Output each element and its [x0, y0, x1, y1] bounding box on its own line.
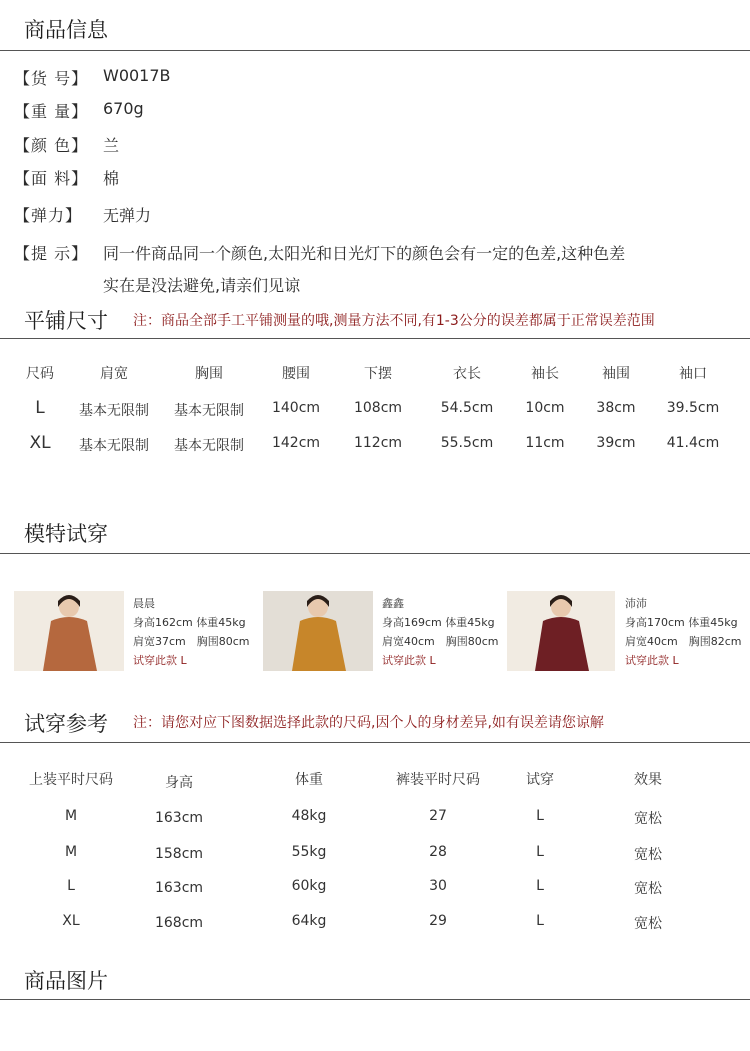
try-table-header: 上装平时尺码	[29, 772, 113, 788]
model-name: 沛沛	[625, 597, 647, 610]
size-table-cell: 10cm	[525, 400, 565, 416]
try-table-cell: 158cm	[154, 846, 204, 862]
divider	[0, 50, 750, 51]
try-table-cell: 29	[429, 913, 447, 929]
try-reference-note: 注：请您对应下图数据选择此款的尺码,因个人的身材差异,如有误差请您谅解	[133, 715, 604, 731]
try-table-cell: 宽松	[634, 811, 662, 827]
size-table-cell: XL	[29, 433, 51, 453]
model-figure-icon	[263, 591, 373, 671]
info-label: 【颜 色】	[14, 136, 89, 155]
try-table-header: 试穿	[526, 772, 554, 788]
try-table-cell: L	[536, 808, 544, 824]
try-table-cell: 64kg	[291, 913, 327, 929]
try-table-cell: 60kg	[291, 878, 327, 894]
model-tryon: 试穿此款 L	[133, 654, 187, 667]
info-value-continued: 实在是没法避免,请亲们见谅	[103, 276, 301, 295]
divider	[0, 742, 750, 743]
model-measure: 肩宽40cm 胸围82cm	[625, 635, 742, 648]
try-table-cell: M	[64, 808, 78, 824]
flat-size-note: 注：商品全部手工平铺测量的哦,测量方法不同,有1-3公分的误差都属于正常误差范围	[133, 313, 655, 329]
model-tryon: 试穿此款 L	[625, 654, 679, 667]
section-title-product-info: 商品信息	[24, 18, 108, 42]
try-table-cell: L	[536, 913, 544, 929]
try-table-cell: XL	[62, 913, 80, 929]
model-body: 身高169cm 体重45kg	[382, 616, 495, 629]
model-measure: 肩宽40cm 胸围80cm	[382, 635, 499, 648]
model-photo	[263, 591, 373, 671]
size-table-header: 衣长	[453, 366, 481, 382]
size-table-cell: 基本无限制	[174, 403, 244, 419]
info-label: 【提 示】	[14, 244, 89, 263]
divider	[0, 999, 750, 1000]
model-photo	[14, 591, 124, 671]
try-table-cell: M	[64, 844, 78, 860]
info-value: 无弹力	[103, 206, 152, 225]
try-table-cell: 30	[429, 878, 447, 894]
size-table-cell: 108cm	[353, 400, 403, 416]
info-value: 兰	[103, 136, 120, 155]
size-table-cell: 39.5cm	[666, 400, 720, 416]
size-table-header: 胸围	[195, 366, 223, 382]
try-table-header: 裤装平时尺码	[396, 772, 480, 788]
try-table-cell: 宽松	[634, 881, 662, 897]
size-table-cell: 39cm	[596, 435, 636, 451]
try-table-header: 体重	[295, 772, 323, 788]
info-label: 【弹力】	[14, 206, 83, 225]
try-table-cell: 168cm	[154, 915, 204, 931]
info-value: 同一件商品同一个颜色,太阳光和日光灯下的颜色会有一定的色差,这种色差	[103, 244, 626, 263]
model-name: 鑫鑫	[382, 597, 404, 610]
size-table-cell: 142cm	[271, 435, 321, 451]
model-photo	[507, 591, 615, 671]
try-table-cell: 163cm	[154, 880, 204, 896]
size-table-header: 袖围	[602, 366, 630, 382]
model-tryon: 试穿此款 L	[382, 654, 436, 667]
size-table-header: 肩宽	[100, 366, 128, 382]
model-name: 晨晨	[133, 597, 155, 610]
model-body: 身高170cm 体重45kg	[625, 616, 738, 629]
try-table-cell: 27	[429, 808, 447, 824]
try-table-header: 效果	[634, 772, 662, 788]
size-table-cell: 38cm	[596, 400, 636, 416]
section-title-flat-size: 平铺尺寸	[24, 309, 108, 333]
size-table-header: 袖口	[679, 366, 707, 382]
try-table-cell: 宽松	[634, 847, 662, 863]
size-table-cell: 41.4cm	[666, 435, 720, 451]
size-table-header: 尺码	[26, 366, 54, 382]
divider	[0, 553, 750, 554]
try-table-header: 身高	[165, 775, 193, 791]
size-table-header: 腰围	[282, 366, 310, 382]
section-title-models: 模特试穿	[24, 522, 108, 546]
size-table-cell: 54.5cm	[440, 400, 494, 416]
model-measure: 肩宽37cm 胸围80cm	[133, 635, 250, 648]
divider	[0, 338, 750, 339]
size-table-cell: 基本无限制	[79, 403, 149, 419]
try-table-cell: L	[67, 878, 75, 894]
size-table-header: 袖长	[531, 366, 559, 382]
info-label: 【货 号】	[14, 69, 89, 88]
section-title-try-reference: 试穿参考	[24, 712, 108, 736]
try-table-cell: 48kg	[291, 808, 327, 824]
size-table-cell: 基本无限制	[174, 438, 244, 454]
info-value: W0017B	[103, 66, 171, 85]
info-value: 棉	[103, 169, 120, 188]
size-table-cell: 11cm	[525, 435, 565, 451]
try-table-cell: 55kg	[291, 844, 327, 860]
size-table-cell: 112cm	[353, 435, 403, 451]
size-table-cell: L	[35, 398, 45, 418]
size-table-cell: 140cm	[271, 400, 321, 416]
section-title-product-images: 商品图片	[24, 969, 108, 993]
try-table-cell: 28	[429, 844, 447, 860]
size-table-cell: 55.5cm	[440, 435, 494, 451]
info-label: 【重 量】	[14, 102, 89, 121]
try-table-cell: L	[536, 878, 544, 894]
size-table-header: 下摆	[364, 366, 392, 382]
try-table-cell: 宽松	[634, 916, 662, 932]
info-value: 670g	[103, 99, 144, 118]
try-table-cell: 163cm	[154, 810, 204, 826]
size-table-cell: 基本无限制	[79, 438, 149, 454]
model-body: 身高162cm 体重45kg	[133, 616, 246, 629]
info-label: 【面 料】	[14, 169, 89, 188]
model-figure-icon	[507, 591, 615, 671]
model-figure-icon	[14, 591, 124, 671]
try-table-cell: L	[536, 844, 544, 860]
